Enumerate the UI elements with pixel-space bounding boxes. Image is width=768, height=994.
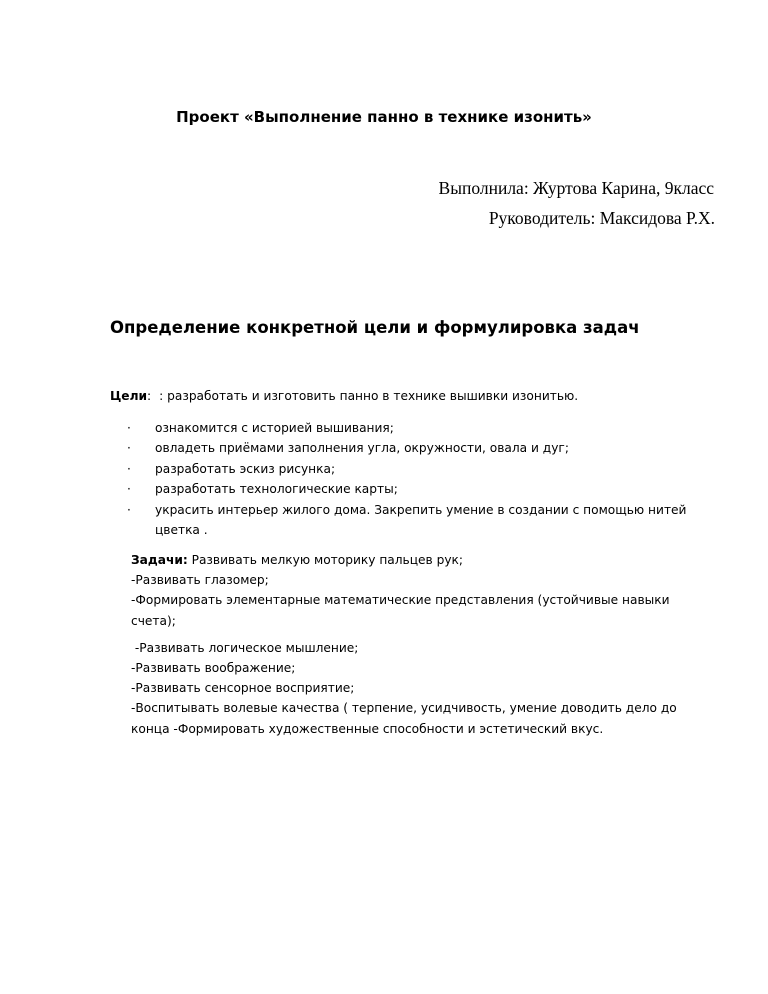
list-item (127, 418, 717, 438)
bullet-icon: · (127, 502, 131, 517)
bullet-icon: · (127, 421, 131, 435)
goals-text: : разработать и изготовить панно в технике вышивки изонитью. (159, 389, 579, 403)
task-item: -Развивать логическое мышление; (131, 640, 359, 655)
task-item: -Формировать элементарные математические представления (устойчивые навыки счета); (131, 593, 670, 628)
task-item: -Развивать глазомер; (131, 573, 269, 588)
tasks-first-text: Развивать мелкую моторику пальцев рук; (187, 553, 463, 567)
tasks-first-line (131, 550, 711, 570)
list-item (127, 438, 717, 458)
list-item-text: ознакомится с историей вышивания; (155, 421, 394, 435)
section-heading: Определение конкретной цели и формулировка задач (110, 318, 640, 337)
task-item: -Воспитывать волевые качества ( терпение, усидчивость, умение доводить дело до конца -Формировать художественные способности и эстетический вкус. (131, 701, 677, 736)
list-item-text: разработать технологические карты; (155, 482, 398, 497)
list-item (127, 479, 717, 499)
task-item: -Развивать сенсорное восприятие; (131, 681, 355, 696)
list-item-text: украсить интерьер жилого дома. Закрепить умение в создании с помощью нитей цветка . (155, 502, 687, 538)
bullet-icon: · (127, 441, 131, 456)
author-line: Выполнила: Журтова Карина, 9класс (438, 178, 714, 198)
bullet-icon: · (127, 482, 131, 497)
tasks-label: Задачи: (131, 553, 188, 567)
goals-bullet-list (127, 418, 717, 540)
list-item-text: овладеть приёмами заполнения угла, окружности, овала и дуг; (155, 441, 569, 456)
task-item: -Развивать воображение; (131, 661, 296, 676)
list-item (127, 500, 717, 541)
project-title: Проект «Выполнение панно в технике изонить» (176, 108, 592, 126)
goals-line (110, 389, 578, 403)
bullet-icon: · (127, 461, 131, 476)
goals-colon: : (147, 389, 152, 403)
tasks-block (131, 550, 711, 739)
supervisor-line: Руководитель: Максидова Р.Х. (488, 208, 715, 228)
list-item-text: разработать эскиз рисунка; (155, 461, 336, 476)
list-item (127, 459, 717, 479)
paragraph-gap (131, 631, 711, 638)
goals-label: Цели (110, 389, 148, 403)
